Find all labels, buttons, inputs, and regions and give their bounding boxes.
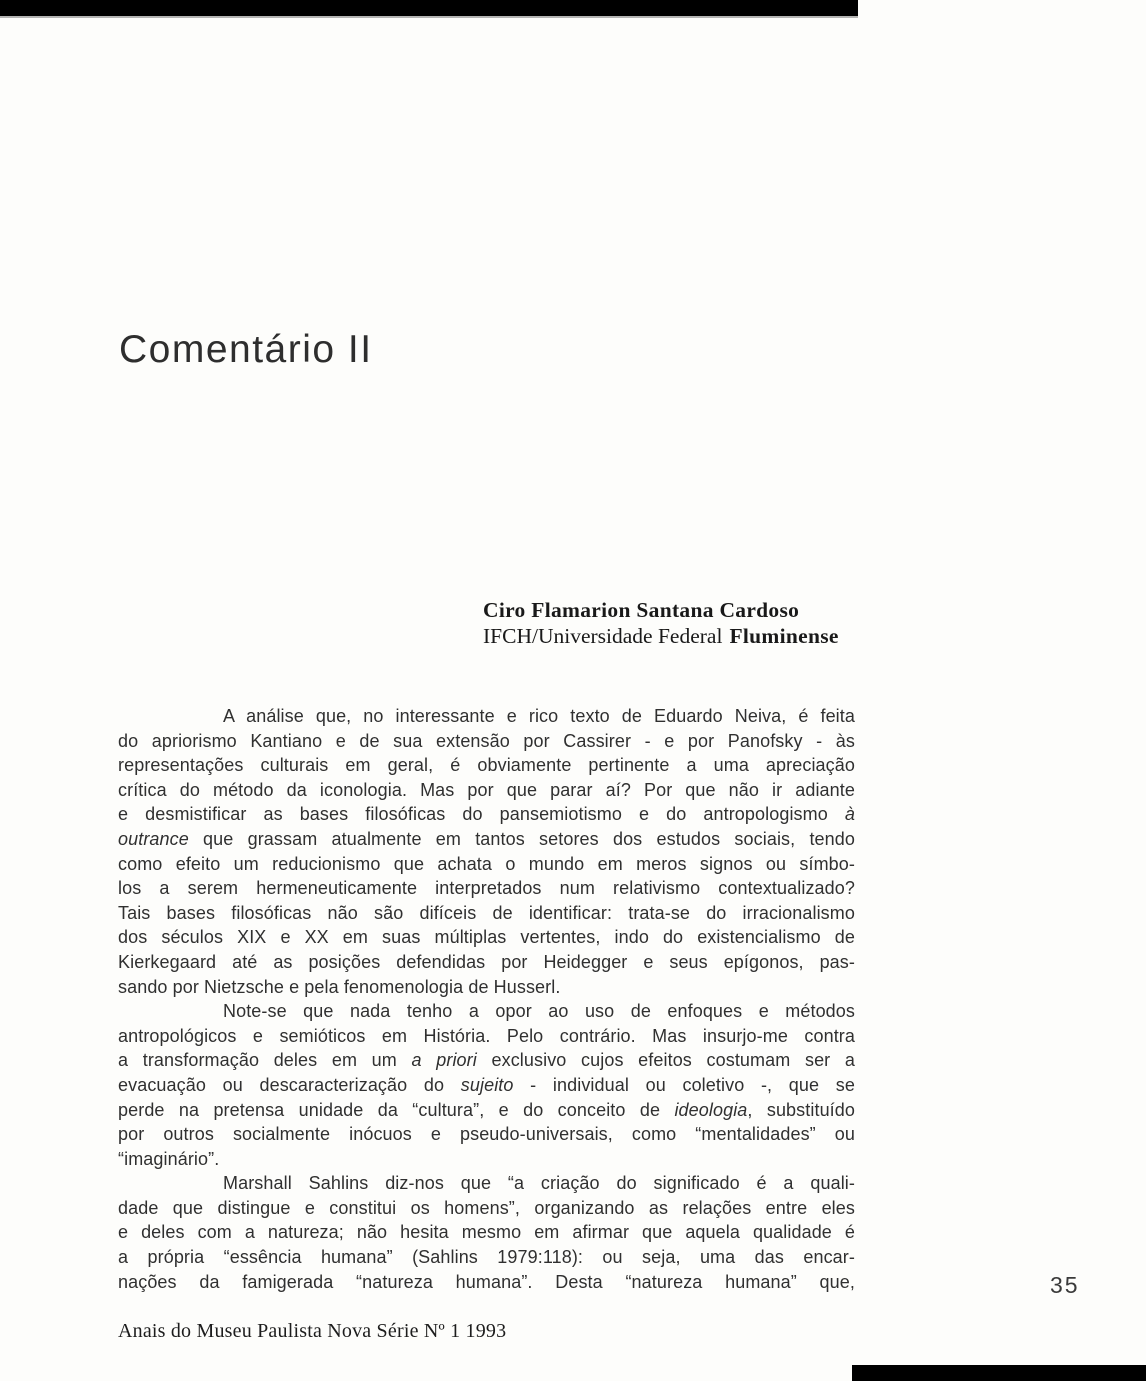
body-segment: Kierkegaard até as posições defendidas por Heidegger e seus epígonos, pas- [118,951,855,972]
body-segment: exclusivo cujos efeitos costumam ser a [476,1050,856,1071]
body-line [118,975,855,1000]
body-segment: “imaginário”. [118,1148,220,1169]
body-line [118,1147,855,1172]
affiliation-emphasis: Fluminense [729,624,839,648]
body-segment: e deles com a natureza; não hesita mesmo em afirmar que aquela qualidade é [118,1222,855,1243]
author-name: Ciro Flamarion Santana Cardoso [483,598,800,622]
body-segment: crítica do método da iconologia. Mas por que parar aí? Por que não ir adiante [118,779,855,800]
body-segment: que grassam atualmente em tantos setores dos estudos sociais, tendo [188,828,855,849]
page-title: Comentário II [119,328,373,371]
body-segment: evacuação ou descaracterização do [118,1074,461,1095]
body-segment: como efeito um reducionismo que achata o mundo em meros signos ou símbo- [118,853,855,874]
body-line [118,1098,855,1123]
body-segment: , substituído [747,1099,856,1120]
body-line [118,1196,855,1221]
author-block [483,597,839,649]
body-line [118,925,855,950]
body-segment: - individual ou coletivo -, que se [513,1074,855,1095]
body-line [118,1122,855,1147]
body-line [118,778,855,803]
body-line [118,729,855,754]
body-segment: dade que distingue e constitui os homens”, organizando as relações entre eles [118,1197,855,1218]
body-segment: los a serem hermeneuticamente interpretados num relativismo contextualizado? [118,878,855,899]
body-line [118,1073,855,1098]
body-segment: a transformação deles em um [118,1050,412,1071]
body-line [118,704,855,729]
body-text [118,704,855,1294]
body-line [118,827,855,852]
body-segment-italic: à [844,804,855,825]
body-segment-italic: sujeito [460,1074,514,1095]
body-line [118,753,855,778]
body-segment: Marshall Sahlins diz-nos que “a criação do significado é a quali- [223,1173,855,1194]
footer-journal-line: Anais do Museu Paulista Nova Série Nº 1 1993 [118,1320,507,1342]
body-segment-italic: ideologia [674,1099,748,1120]
body-segment: Tais bases filosóficas não são difíceis de identificar: trata-se do irracionalismo [118,902,855,923]
body-line [118,802,855,827]
body-segment: Note-se que nada tenho a opor ao uso de enfoques e métodos [223,1001,855,1022]
affiliation-institution: IFCH/Universidade Federal [483,624,723,648]
body-segment: nações da famigerada “natureza humana”. Desta “natureza humana” que, [118,1271,855,1292]
body-line [118,1048,855,1073]
body-segment: a própria “essência humana” (Sahlins 1979:118): ou seja, uma das encar- [118,1247,855,1268]
body-segment: perde na pretensa unidade da “cultura”, e do conceito de [118,1099,675,1120]
body-segment: por outros socialmente inócuos e pseudo-universais, como “mentalidades” ou [118,1124,855,1145]
body-line [118,1220,855,1245]
body-segment: dos séculos XIX e XX em suas múltiplas vertentes, indo do existencialismo de [118,927,855,948]
body-line [118,852,855,877]
body-segment: do apriorismo Kantiano e de sua extensão por Cassirer - e por Panofsky - às [118,730,855,751]
body-segment: e desmistificar as bases filosóficas do pansemiotismo e do antropologismo [118,804,845,825]
body-line [118,1024,855,1049]
body-segment-italic: outrance [118,828,189,849]
body-segment: antropológicos e semióticos em História. Pelo contrário. Mas insurjo-me contra [118,1025,855,1046]
body-segment-italic: a priori [411,1050,477,1071]
body-segment: sando por Nietzsche e pela fenomenologia de Husserl. [118,976,561,997]
body-segment: A análise que, no interessante e rico texto de Eduardo Neiva, é feita [223,706,855,726]
scan-artifact-top-bar [0,0,858,16]
body-line [118,999,855,1024]
body-line [118,1171,855,1196]
body-line [118,1270,855,1295]
scan-artifact-bottom-bar [852,1365,1146,1381]
page-number: 35 [1050,1272,1080,1298]
body-line [118,876,855,901]
body-line [118,1245,855,1270]
body-segment: representações culturais em geral, é obviamente pertinente a uma apreciação [118,755,855,776]
body-line [118,901,855,926]
body-line [118,950,855,975]
author-affiliation [483,623,839,649]
